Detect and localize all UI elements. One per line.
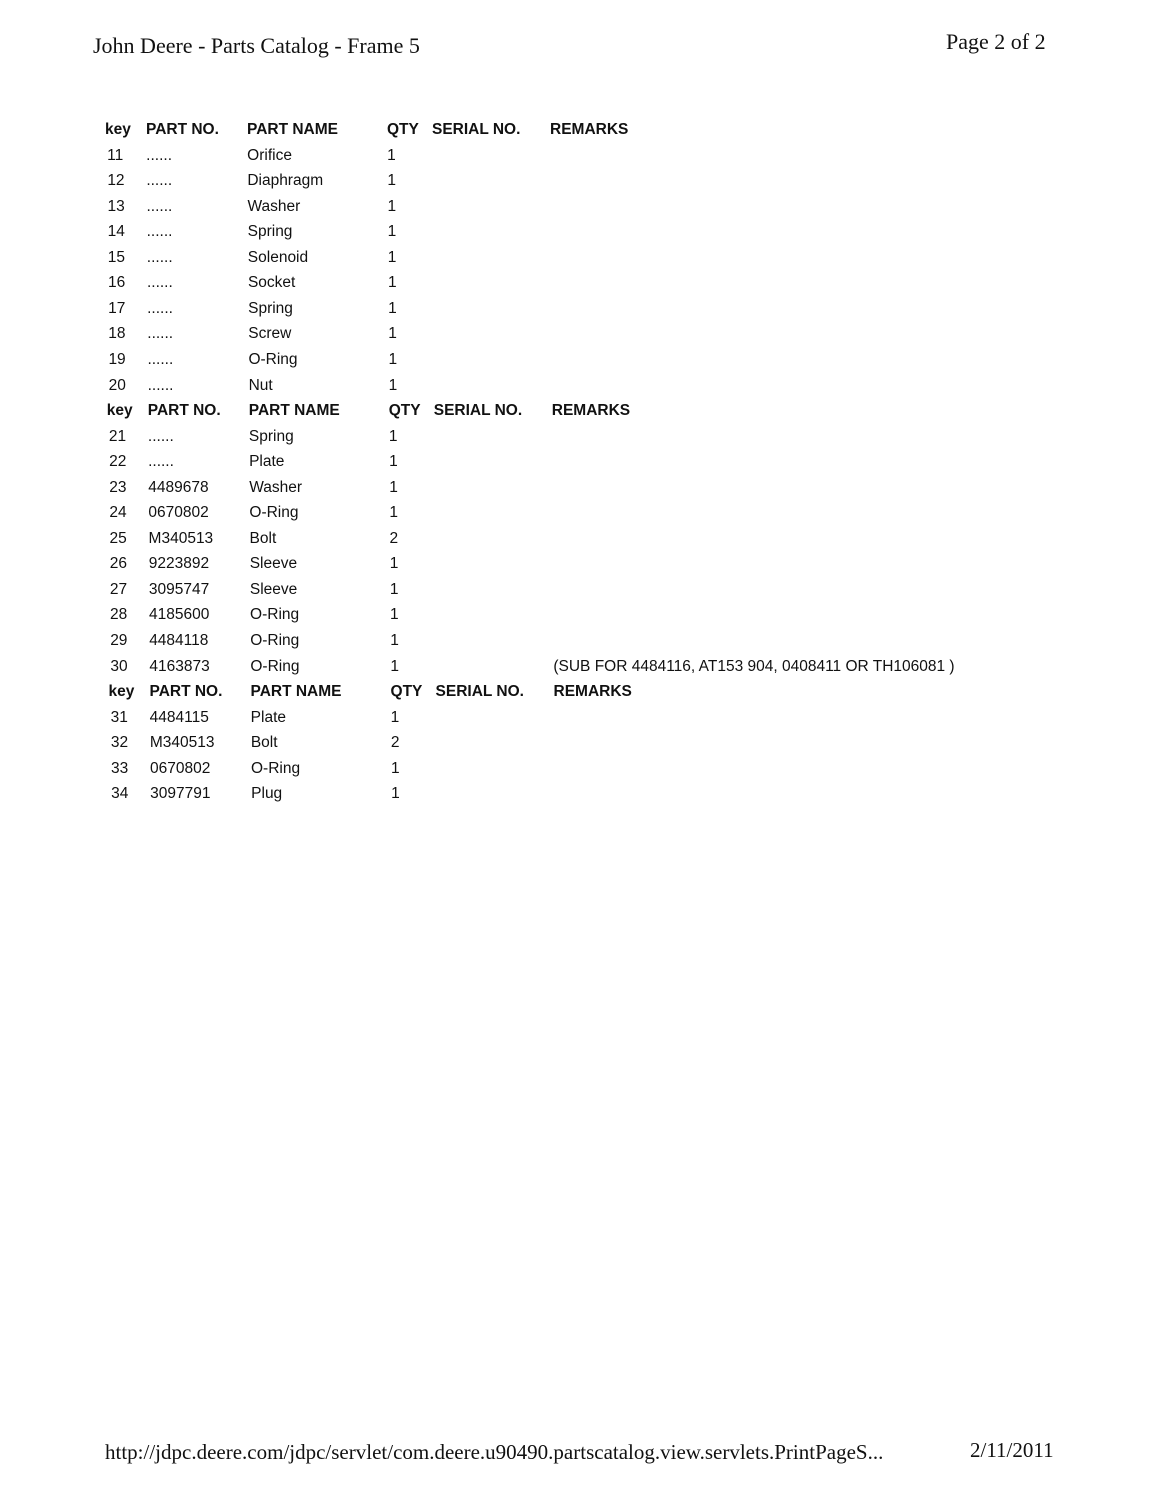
cell-qty: 1 bbox=[391, 759, 400, 777]
cell-key: 28 bbox=[110, 606, 128, 624]
cell-part-name: Solenoid bbox=[247, 248, 309, 266]
column-header-part-no: PART NO. bbox=[146, 121, 219, 138]
cell-part-no: M340513 bbox=[149, 734, 215, 752]
footer-url: http://jdpc.deere.com/jdpc/servlet/com.deere.u90490.partscatalog.view.servlets.PrintPageS... bbox=[105, 1440, 884, 1464]
cell-part-no: ...... bbox=[146, 274, 173, 292]
cell-key: 17 bbox=[108, 299, 126, 317]
cell-part-name: Washer bbox=[249, 478, 303, 496]
column-header-part-name: PART NAME bbox=[247, 121, 338, 138]
cell-part-name: Spring bbox=[248, 299, 293, 317]
cell-qty: 1 bbox=[390, 657, 399, 675]
column-header-part-name: PART NAME bbox=[250, 683, 342, 701]
cell-qty: 2 bbox=[389, 529, 399, 547]
cell-part-no: 0670802 bbox=[150, 759, 211, 777]
cell-key: 30 bbox=[110, 657, 128, 675]
cell-part-no: ...... bbox=[146, 248, 173, 266]
cell-key: 13 bbox=[107, 197, 125, 215]
cell-key: 23 bbox=[109, 478, 127, 496]
cell-part-name: Spring bbox=[247, 223, 293, 241]
cell-key: 33 bbox=[111, 759, 129, 777]
cell-part-name: Sleeve bbox=[249, 580, 298, 598]
column-header-qty: QTY bbox=[388, 402, 421, 420]
cell-key: 24 bbox=[109, 504, 127, 522]
cell-part-no: 3095747 bbox=[148, 580, 210, 598]
column-header-remarks: REMARKS bbox=[553, 683, 632, 701]
cell-key: 22 bbox=[109, 453, 127, 471]
cell-key: 26 bbox=[109, 555, 127, 573]
cell-part-no: ...... bbox=[146, 146, 172, 164]
cell-key: 18 bbox=[108, 325, 126, 343]
cell-part-name: Screw bbox=[248, 325, 292, 343]
cell-part-no: ...... bbox=[147, 325, 174, 343]
cell-qty: 1 bbox=[387, 197, 397, 215]
cell-qty: 1 bbox=[389, 478, 398, 496]
cell-key: 27 bbox=[109, 580, 128, 598]
column-header-remarks: REMARKS bbox=[551, 402, 631, 420]
page-number: Page 2 of 2 bbox=[946, 29, 1046, 54]
cell-key: 11 bbox=[107, 146, 124, 164]
cell-part-name: Plate bbox=[249, 453, 285, 471]
cell-key: 25 bbox=[109, 529, 127, 547]
cell-key: 20 bbox=[108, 376, 126, 394]
column-header-serial-no: SERIAL NO. bbox=[432, 121, 521, 138]
cell-part-no: ...... bbox=[147, 376, 174, 394]
cell-qty: 1 bbox=[387, 248, 397, 266]
cell-qty: 1 bbox=[389, 580, 399, 598]
cell-part-name: Plate bbox=[250, 708, 287, 726]
cell-qty: 1 bbox=[391, 785, 400, 803]
cell-key: 32 bbox=[110, 734, 129, 752]
cell-part-name: Socket bbox=[247, 274, 296, 292]
column-header-qty: QTY bbox=[390, 683, 423, 701]
cell-key: 19 bbox=[108, 350, 126, 368]
cell-part-no: 3097791 bbox=[150, 785, 211, 803]
cell-part-name: O-Ring bbox=[250, 606, 300, 624]
cell-part-no: 0670802 bbox=[148, 504, 209, 522]
cell-part-name: Nut bbox=[248, 376, 273, 394]
footer-date: 2/11/2011 bbox=[970, 1438, 1054, 1462]
cell-qty: 1 bbox=[388, 325, 397, 343]
cell-qty: 2 bbox=[390, 734, 400, 752]
cell-part-name: Plug bbox=[251, 785, 283, 803]
cell-key: 31 bbox=[110, 708, 128, 726]
column-header-key: key bbox=[108, 683, 135, 701]
cell-qty: 1 bbox=[390, 632, 399, 649]
column-header-remarks: REMARKS bbox=[550, 121, 629, 138]
cell-part-no: ...... bbox=[147, 427, 174, 445]
cell-part-name: O-Ring bbox=[248, 350, 298, 368]
cell-key: 14 bbox=[107, 223, 125, 241]
cell-qty: 1 bbox=[387, 223, 397, 241]
cell-qty: 1 bbox=[388, 350, 398, 368]
cell-part-no: 4484118 bbox=[149, 632, 209, 649]
cell-key: 16 bbox=[107, 274, 126, 292]
cell-part-name: O-Ring bbox=[251, 759, 301, 777]
cell-part-name: Washer bbox=[247, 197, 301, 215]
cell-key: 12 bbox=[107, 172, 125, 190]
cell-qty: 1 bbox=[390, 708, 400, 726]
cell-part-name: Spring bbox=[248, 427, 294, 445]
cell-qty: 1 bbox=[388, 299, 397, 317]
cell-key: 29 bbox=[110, 632, 128, 649]
cell-part-name: Bolt bbox=[249, 529, 277, 547]
column-header-serial-no: SERIAL NO. bbox=[435, 683, 524, 701]
cell-part-name: O-Ring bbox=[249, 504, 299, 522]
cell-part-name: O-Ring bbox=[250, 657, 300, 675]
cell-qty: 1 bbox=[387, 172, 396, 190]
column-header-part-name: PART NAME bbox=[248, 402, 340, 420]
cell-part-name: Bolt bbox=[250, 734, 278, 752]
cell-part-name: O-Ring bbox=[250, 632, 300, 649]
cell-part-no: ...... bbox=[146, 223, 173, 241]
cell-qty: 1 bbox=[389, 453, 398, 471]
column-header-part-no: PART NO. bbox=[149, 683, 223, 701]
cell-qty: 1 bbox=[387, 146, 396, 164]
cell-qty: 1 bbox=[387, 274, 397, 292]
cell-part-no: ...... bbox=[148, 453, 174, 471]
cell-qty: 1 bbox=[389, 504, 399, 522]
cell-part-name: Sleeve bbox=[249, 555, 298, 573]
cell-key: 21 bbox=[108, 427, 127, 445]
cell-part-no: 9223892 bbox=[148, 555, 210, 573]
cell-part-no: 4484115 bbox=[149, 708, 209, 726]
cell-part-no: ...... bbox=[147, 299, 173, 317]
cell-qty: 1 bbox=[390, 606, 399, 624]
column-header-serial-no: SERIAL NO. bbox=[433, 402, 523, 420]
cell-qty: 1 bbox=[388, 376, 398, 394]
column-header-part-no: PART NO. bbox=[147, 402, 221, 420]
cell-key: 15 bbox=[107, 248, 126, 266]
cell-part-no: ...... bbox=[146, 197, 173, 215]
column-header-key: key bbox=[105, 121, 131, 138]
page-title: John Deere - Parts Catalog - Frame 5 bbox=[93, 33, 420, 58]
cell-part-no: 4185600 bbox=[149, 606, 210, 624]
cell-qty: 1 bbox=[389, 555, 399, 573]
cell-part-name: Diaphragm bbox=[247, 172, 324, 190]
column-header-qty: QTY bbox=[387, 121, 419, 138]
cell-part-no: ...... bbox=[146, 172, 173, 190]
cell-remarks: (SUB FOR 4484116, AT153 904, 0408411 OR TH106081 ) bbox=[553, 657, 955, 675]
column-header-key: key bbox=[106, 402, 133, 420]
cell-part-no: 4489678 bbox=[148, 478, 209, 496]
cell-part-no: ...... bbox=[147, 350, 174, 368]
cell-qty: 1 bbox=[388, 427, 398, 445]
cell-part-no: 4163873 bbox=[149, 657, 210, 675]
cell-part-no: M340513 bbox=[148, 529, 214, 547]
cell-part-name: Orifice bbox=[247, 146, 292, 164]
cell-key: 34 bbox=[111, 785, 129, 803]
